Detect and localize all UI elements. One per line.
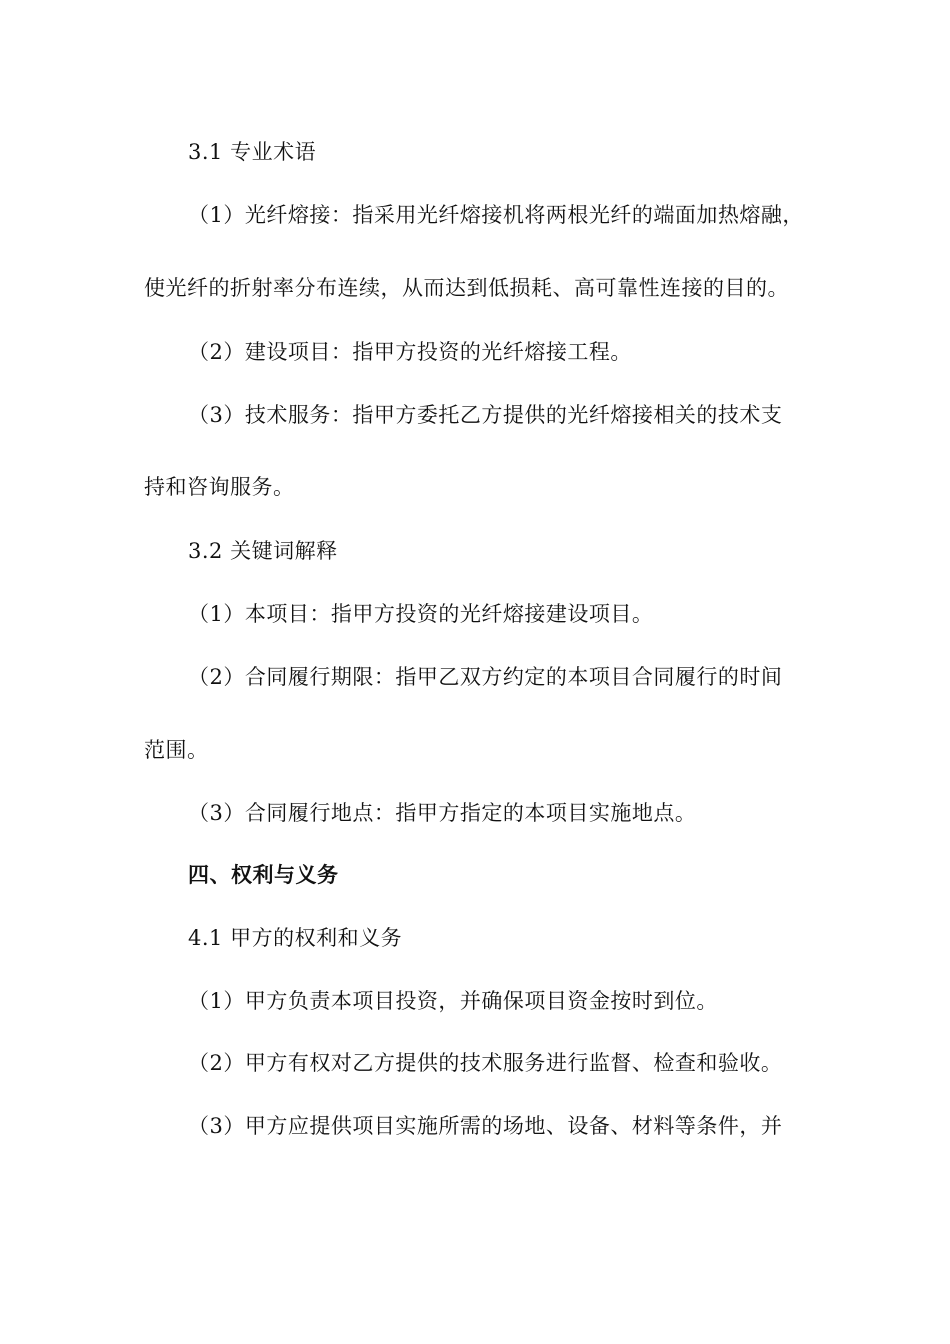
paragraph-line: （2）甲方有权对乙方提供的技术服务进行监督、检查和验收。: [188, 1051, 783, 1075]
paragraph-line: （3）合同履行地点：指甲方指定的本项目实施地点。: [188, 801, 697, 825]
paragraph-line: （3）甲方应提供项目实施所需的场地、设备、材料等条件，并: [188, 1114, 783, 1138]
paragraph-line: （2）建设项目：指甲方投资的光纤熔接工程。: [188, 340, 632, 364]
chapter-heading-4: 四、权利与义务: [188, 862, 339, 887]
paragraph-line: （1）光纤熔接：指采用光纤熔接机将两根光纤的端面加热熔融，: [188, 203, 804, 227]
section-heading-3-2: 3.2 关键词解释: [188, 539, 338, 563]
section-heading-3-1: 3.1 专业术语: [188, 140, 317, 164]
paragraph-line: （1）甲方负责本项目投资，并确保项目资金按时到位。: [188, 989, 718, 1013]
paragraph-line: 使光纤的折射率分布连续，从而达到低损耗、高可靠性连接的目的。: [144, 276, 789, 300]
paragraph-line: （1）本项目：指甲方投资的光纤熔接建设项目。: [188, 602, 654, 626]
paragraph-line: （2）合同履行期限：指甲乙双方约定的本项目合同履行的时间: [188, 665, 783, 689]
paragraph-line: 持和咨询服务。: [144, 475, 295, 499]
paragraph-line: （3）技术服务：指甲方委托乙方提供的光纤熔接相关的技术支: [188, 403, 783, 427]
paragraph-line: 范围。: [144, 738, 209, 762]
section-heading-4-1: 4.1 甲方的权利和义务: [188, 926, 403, 950]
